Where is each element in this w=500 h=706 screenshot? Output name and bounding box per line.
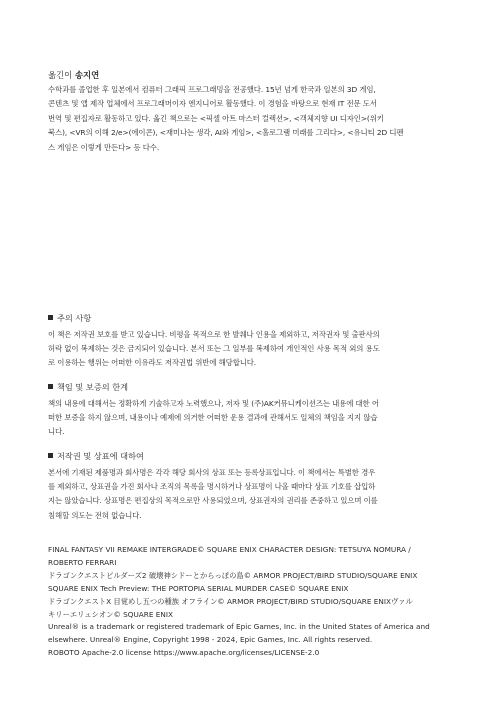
section-body	[48, 328, 462, 371]
translator-heading	[48, 68, 458, 82]
section-line: 이 책은 저작권 보호를 받고 있습니다. 비평을 목적으로 한 발췌나 인용을 제외하고, 저작권자 및 출판사의	[48, 330, 380, 339]
section-body	[48, 466, 462, 523]
trademark-credits	[48, 544, 468, 660]
section-line: 떠한 보증을 하지 않으며, 내용이나 예제에 의거한 어떠한 운용 결과에 관해서도 일체의 책임을 지지 않습	[48, 413, 378, 423]
section-line: 로 이용하는 행위는 어떠한 이유라도 저작권법 위반에 해당합니다.	[48, 358, 257, 368]
credit-line: elsewhere. Unreal® Engine, Copyright 1998 - 2024, Epic Games, Inc. All rights reserved.	[48, 635, 373, 645]
credit-line: ROBERTO FERRARI	[48, 557, 117, 567]
credit-line: ROBOTO Apache-2.0 license https://www.apache.org/licenses/LICENSE-2.0	[48, 648, 320, 658]
section-line: 허락 없이 복제하는 것은 금지되어 있습니다. 본서 또는 그 일부를 복제하여 개인적인 사용 목적 외의 용도	[48, 344, 380, 354]
square-bullet-icon	[48, 315, 53, 320]
section-heading	[48, 380, 462, 394]
section-body	[48, 397, 462, 440]
translator-bio-line: 수학과를 졸업한 후 일본에서 컴퓨터 그래픽 프로그래밍을 전공했다. 15년 넘게 한국과 일본의 3D 게임,	[48, 85, 376, 94]
translator-bio-line: 번역 및 편집자로 활동하고 있다. 옮긴 책으로는 <픽셀 아트 마스터 컬렉션>, <객체지향 UI 디자인>(위키	[48, 113, 384, 123]
translator-name: 송지연	[74, 70, 100, 80]
section-line: 니다.	[48, 427, 65, 437]
section-title: 저작권 및 상표에 대하여	[57, 451, 144, 461]
translator-bio	[48, 83, 458, 155]
section-title: 주의 사항	[57, 313, 92, 323]
square-bullet-icon	[48, 384, 53, 389]
credit-line: FINAL FANTASY VII REMAKE INTERGRADE© SQUARE ENIX CHARACTER DESIGN: TETSUYA NOMURA /	[48, 545, 411, 554]
notice-section	[48, 311, 462, 371]
translator-heading-prefix: 옮긴이	[48, 70, 75, 80]
translator-profile	[48, 68, 458, 155]
credit-line: ドラゴンクエストビルダーズ2 破壊神シドーとからっぽの島© ARMOR PROJECT/BIRD STUDIO/SQUARE ENIX	[48, 570, 418, 580]
credit-line: キリーエリュシオン© SQUARE ENIX	[48, 609, 173, 619]
credit-line: ドラゴンクエストX 目覚めし五つの種族 オフライン© ARMOR PROJECT/BIRD STUDIO/SQUARE ENIXヴァル	[48, 596, 413, 606]
credit-line: Unreal® is a trademark or registered trademark of Epic Games, Inc. in the United States of America and	[48, 622, 430, 632]
section-line: 본서에 기재된 제품명과 회사명은 각각 해당 회사의 상표 또는 등록상표입니다. 이 책에서는 특별한 경우	[48, 468, 376, 477]
section-title: 책임 및 보증의 한계	[57, 382, 129, 392]
translator-bio-line: 북스), <VR의 이해 2/e>(에이콘), <재미나는 생각, AI와 게임>, <홀로그램 미래를 그리다>, <유니티 2D 디펜	[48, 128, 404, 138]
translator-bio-line: 스 게임은 이렇게 만든다> 등 다수.	[48, 142, 160, 152]
translator-bio-line: 콘텐츠 및 앱 제작 업체에서 프로그래머이자 엔지니어로 활동했다. 이 경험을 바탕으로 현재 IT 전문 도서	[48, 99, 377, 109]
section-heading	[48, 311, 462, 325]
section-line: 침해할 의도는 전혀 없습니다.	[48, 510, 142, 520]
credit-line: SQUARE ENIX Tech Preview: THE PORTOPIA SERIAL MURDER CASE© SQUARE ENIX	[48, 583, 349, 593]
liability-section	[48, 380, 462, 440]
section-heading	[48, 449, 462, 463]
section-line: 책의 내용에 대해서는 정확하게 기술하고자 노력했으나, 저자 및 (주)AK커뮤니케이션즈는 내용에 대한 어	[48, 399, 379, 408]
section-line: 를 제외하고, 상표권을 가진 회사나 조직의 목록을 명시하거나 상표명이 나올 때마다 상표 기호를 삽입하	[48, 482, 376, 492]
trademark-section	[48, 449, 462, 523]
square-bullet-icon	[48, 453, 53, 458]
section-line: 지는 않았습니다. 상표명은 편집상의 목적으로만 사용되었으며, 상표권자의 권리를 존중하고 있으며 이를	[48, 496, 378, 506]
